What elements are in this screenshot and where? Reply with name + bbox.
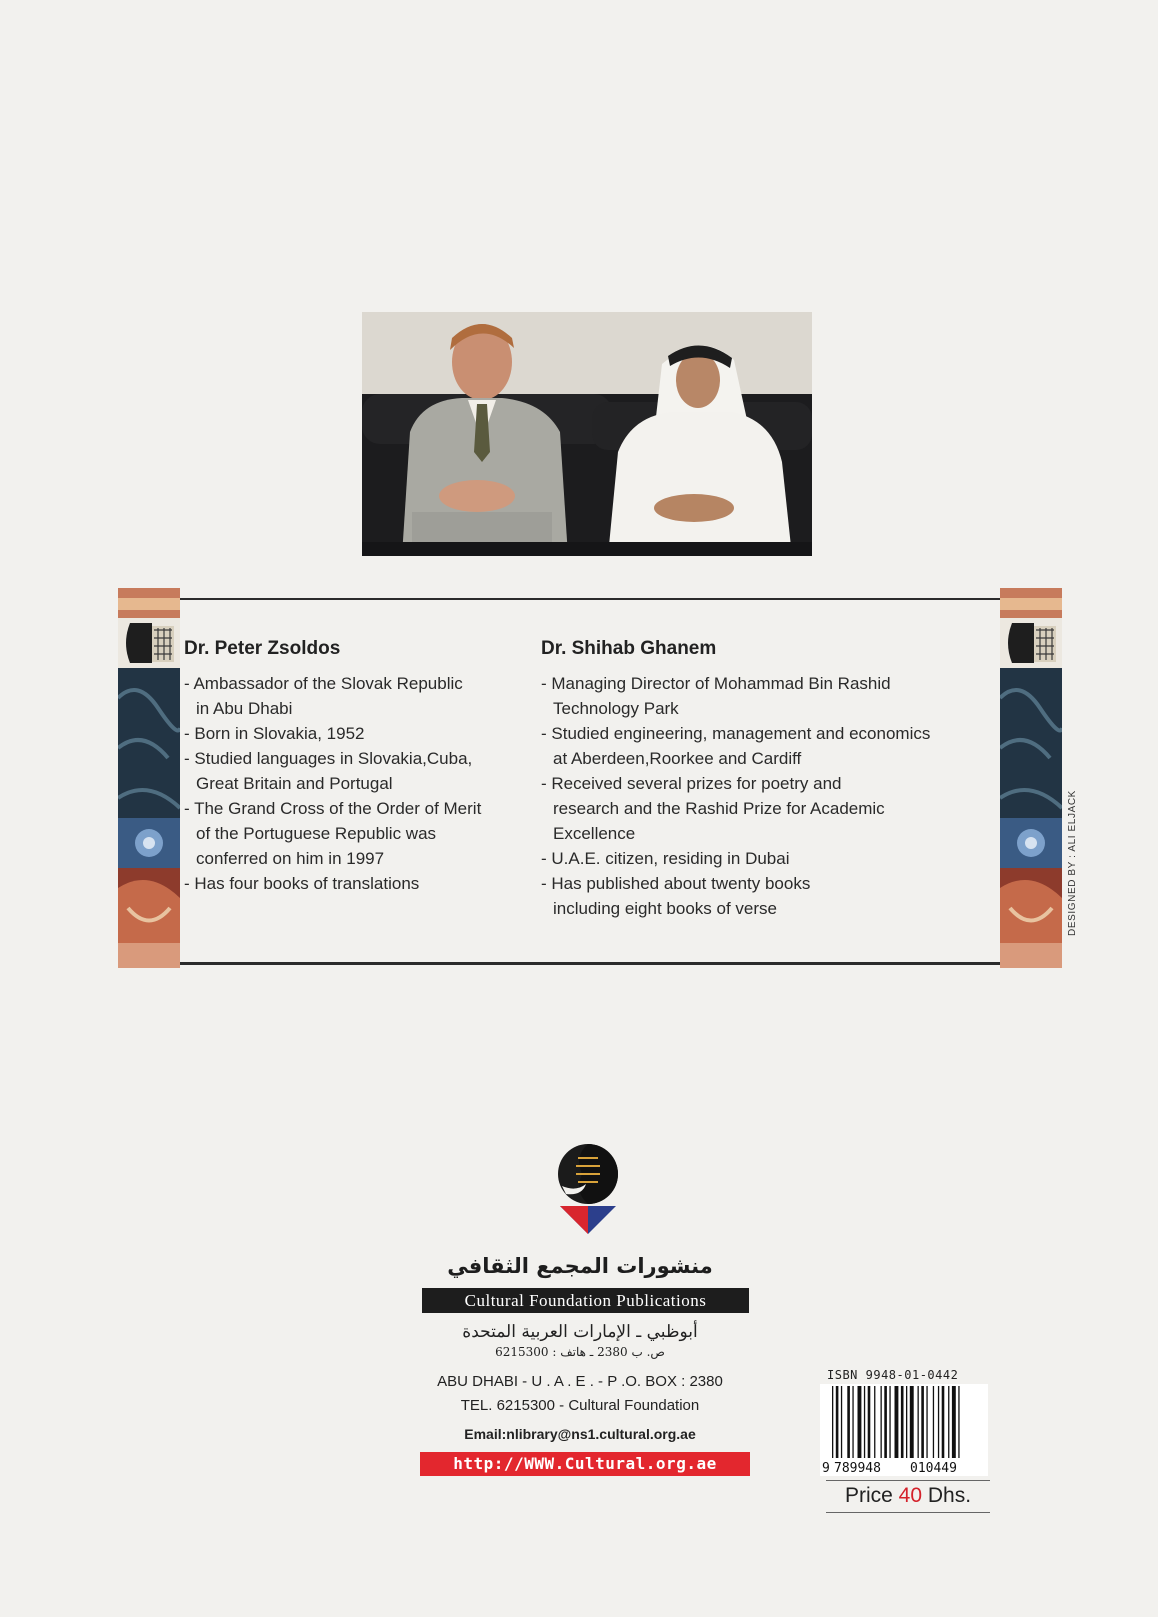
barcode-lead-digit: 9: [822, 1461, 830, 1476]
right-ornament: [1000, 588, 1062, 968]
barcode-bar: [864, 1386, 865, 1458]
list-item: - Managing Director of Mohammad Bin Rashid Technology Park: [541, 674, 891, 718]
email-line[interactable]: Email:nlibrary@ns1.cultural.org.ae: [464, 1426, 696, 1442]
publisher-arabic-name: منشورات المجمع الثقافي: [447, 1254, 713, 1278]
barcode-bar: [841, 1386, 842, 1458]
price-label: [826, 1484, 990, 1513]
barcode-digits-right: 010449: [910, 1461, 957, 1476]
barcode-bar: [874, 1386, 875, 1458]
barcode-bar: [884, 1386, 887, 1458]
list-item: - U.A.E. citizen, residing in Dubai: [541, 849, 790, 868]
barcode-bar: [858, 1386, 862, 1458]
barcode-bar: [895, 1386, 899, 1458]
price-top-rule: [826, 1480, 990, 1481]
left-bio-name: Dr. Peter Zsoldos: [184, 638, 341, 659]
list-item: - Studied engineering, management and economics at Aberdeen,Roorkee and Cardiff: [541, 724, 931, 768]
barcode-digits-left: 789948: [834, 1461, 881, 1476]
barcode-bar: [938, 1386, 939, 1458]
left-bio-column: [184, 636, 534, 896]
list-item: - Received several prizes for poetry and research and the Rashid Prize for Academic Excellence: [541, 774, 885, 843]
author-photo: [362, 312, 812, 556]
barcode-bar: [906, 1386, 907, 1458]
list-item: - Has published about twenty books including eight books of verse: [541, 874, 811, 918]
right-bio-name: Dr. Shihab Ghanem: [541, 638, 717, 659]
left-bio-list: [184, 671, 534, 896]
arabic-address: أبوظبي ـ الإمارات العربية المتحدة: [462, 1322, 698, 1342]
designer-credit-text: DESIGNED BY : ALI ELJACK: [1067, 790, 1078, 936]
list-item: - Studied languages in Slovakia,Cuba, Great Britain and Portugal: [184, 749, 473, 793]
barcode-graphic: [820, 1384, 988, 1476]
barcode-bar: [836, 1386, 839, 1458]
list-item: - Ambassador of the Slovak Republic in Abu Dhabi: [184, 674, 463, 718]
barcode-bar: [852, 1386, 853, 1458]
isbn-label: ISBN 9948-01-0442: [827, 1368, 959, 1382]
price-currency: Dhs.: [927, 1484, 972, 1507]
designer-credit: [1066, 776, 1082, 936]
website-link[interactable]: http://WWW.Cultural.org.ae: [420, 1452, 750, 1476]
list-item: - Has four books of translations: [184, 874, 420, 893]
list-item: - Born in Slovakia, 1952: [184, 724, 365, 743]
barcode-bar: [847, 1386, 850, 1458]
publisher-logo: [556, 1138, 620, 1238]
barcode-bar: [910, 1386, 914, 1458]
barcode-bar: [868, 1386, 871, 1458]
barcode-bar: [933, 1386, 934, 1458]
telephone-line: TEL. 6215300 - Cultural Foundation: [460, 1397, 700, 1414]
panel-bottom-rule: [180, 962, 1000, 965]
address-line: ABU DHABI - U . A . E . - P .O. BOX : 2380: [437, 1373, 723, 1390]
barcode-bar: [881, 1386, 882, 1458]
list-item: - The Grand Cross of the Order of Merit of the Portuguese Republic was conferred on him in 1997: [184, 799, 482, 868]
barcode-bar: [901, 1386, 904, 1458]
barcode: [820, 1384, 988, 1476]
barcode-bar: [918, 1386, 919, 1458]
barcode-bar: [952, 1386, 956, 1458]
price-amount: 40: [898, 1484, 923, 1507]
barcode-bar: [958, 1386, 959, 1458]
publisher-english-name: Cultural Foundation Publications: [422, 1288, 749, 1313]
barcode-bar: [889, 1386, 890, 1458]
barcode-bar: [926, 1386, 927, 1458]
arabic-pobox: ص. ب 2380 ـ هاتف : 6215300: [495, 1345, 665, 1359]
barcode-bar: [942, 1386, 945, 1458]
price-prefix: Price: [844, 1484, 893, 1507]
barcode-bar: [948, 1386, 949, 1458]
bio-panel: [118, 588, 1062, 968]
right-bio-list: [541, 671, 1001, 921]
left-ornament: [118, 588, 180, 968]
barcode-bar: [921, 1386, 924, 1458]
barcode-bar: [832, 1386, 833, 1458]
panel-top-rule: [180, 598, 1000, 600]
right-bio-column: [541, 636, 1001, 921]
